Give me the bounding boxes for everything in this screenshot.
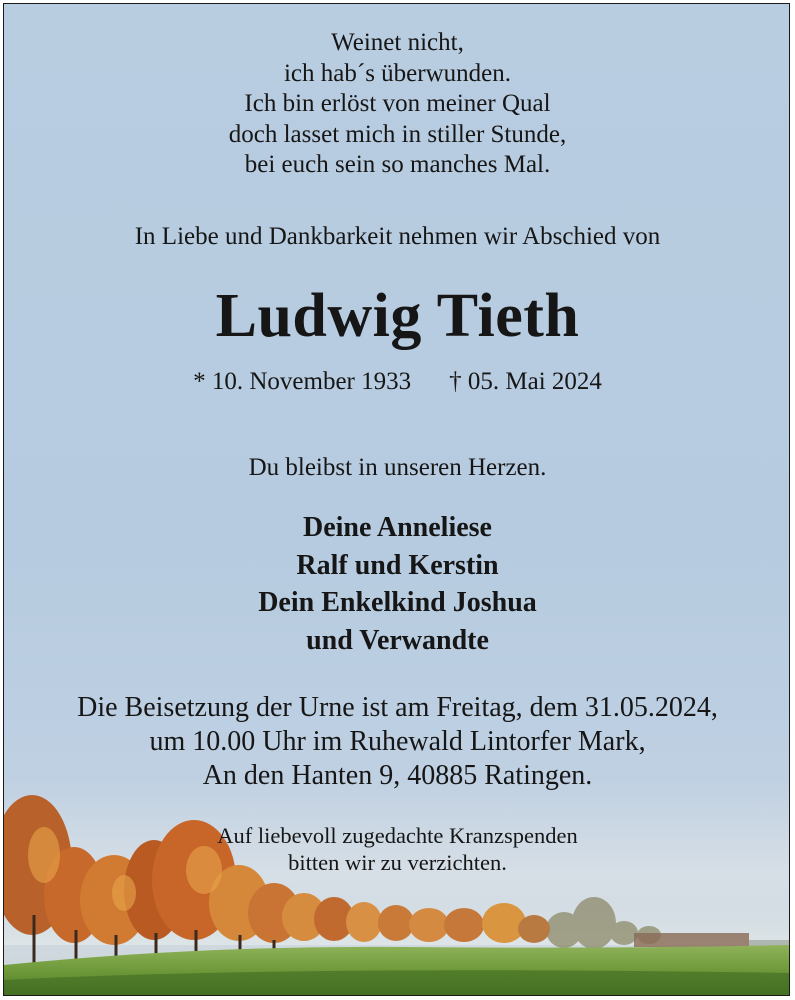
obituary-card — [3, 3, 790, 996]
birth-date: * 10. November 1933 — [193, 368, 412, 395]
burial-line: An den Hanten 9, 40885 Ratingen. — [202, 760, 593, 791]
flowers-request — [4, 822, 790, 876]
poem-line: Ich bin erlöst von meiner Qual — [244, 90, 551, 117]
mourner: Ralf und Kerstin — [296, 549, 499, 581]
poem-line: doch lasset mich in stiller Stunde, — [228, 120, 567, 148]
mourner: und Verwandte — [306, 624, 489, 656]
poem — [4, 28, 790, 181]
deceased-name: Ludwig Tieth — [215, 282, 580, 350]
poem-line: bei euch sein so manches Mal. — [244, 151, 551, 178]
burial-details — [4, 691, 790, 793]
poem-line: Weinet nicht, — [331, 29, 464, 56]
death-date: † 05. Mai 2024 — [449, 368, 602, 395]
burial-line: um 10.00 Uhr im Ruhewald Lintorfer Mark, — [149, 726, 646, 757]
poem-line: ich hab´s überwunden. — [283, 59, 511, 87]
farewell-intro: In Liebe und Dankbarkeit nehmen wir Abschied von — [134, 223, 661, 250]
flowers-line: bitten wir zu verzichten. — [288, 850, 507, 875]
mourner: Deine Anneliese — [303, 512, 492, 543]
mourners-list — [4, 509, 790, 659]
life-dates — [4, 366, 790, 398]
remembrance-line: Du bleibst in unseren Herzen. — [248, 454, 547, 481]
burial-line: Die Beisetzung der Urne ist am Freitag, dem 31.05.2024, — [77, 692, 718, 723]
flowers-line: Auf liebevoll zugedachte Kranzspenden — [217, 823, 578, 848]
mourner: Dein Enkelkind Joshua — [258, 587, 537, 618]
